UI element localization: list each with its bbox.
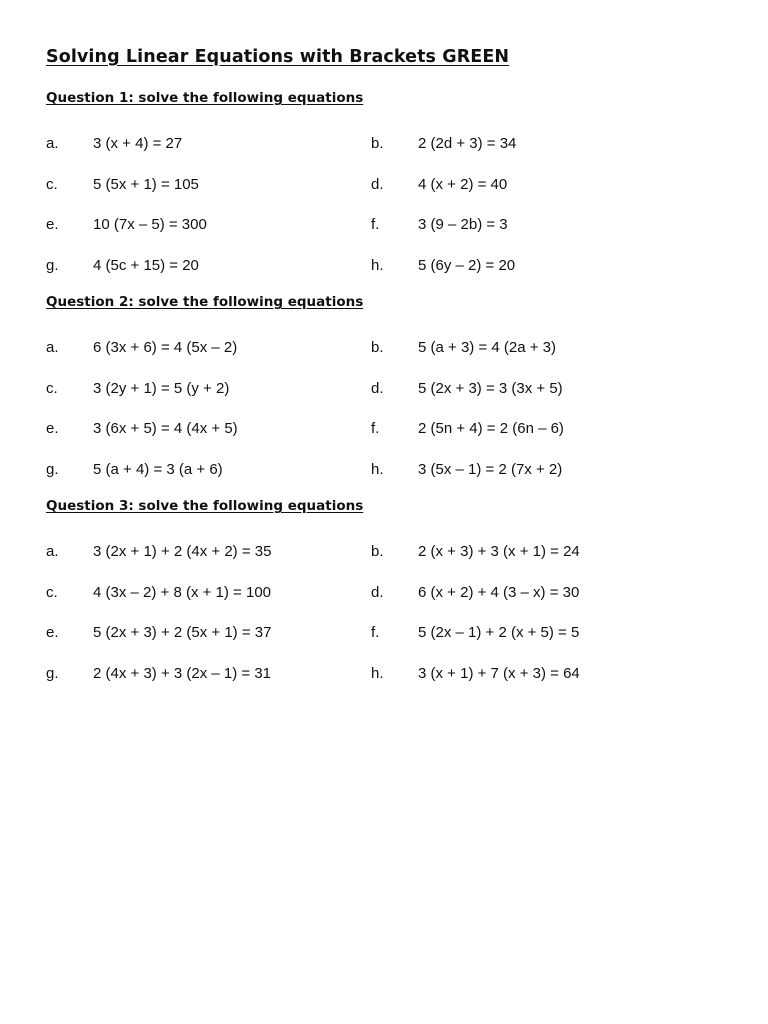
question-2-equations [46, 328, 718, 491]
q2-e-equation: 3 (6x + 5) = 4 (4x + 5) [93, 420, 238, 438]
q2-f-equation: 2 (5n + 4) = 2 (6n – 6) [418, 420, 564, 438]
question-2-section [46, 292, 718, 491]
q1-c-equation: 5 (5x + 1) = 105 [93, 175, 199, 193]
q2-a-letter: a. [46, 339, 59, 356]
question-1-equations [46, 124, 718, 287]
q1-h-equation: 5 (6y – 2) = 20 [418, 257, 516, 275]
q2-c-equation: 3 (2y + 1) = 5 (y + 2) [93, 379, 230, 397]
q1-b-letter: b. [371, 135, 384, 152]
question-3-section [46, 496, 718, 695]
question-1-section [46, 88, 718, 287]
q3-d-letter: d. [371, 583, 384, 601]
q1-d-equation: 4 (x + 2) = 40 [418, 175, 508, 193]
q2-g-equation: 5 (a + 4) = 3 (a + 6) [93, 461, 223, 479]
q3-g-equation: 2 (4x + 3) + 3 (2x – 1) = 31 [93, 665, 272, 683]
worksheet-title: Solving Linear Equations with Brackets GREEN [46, 47, 510, 67]
q2-d-letter: d. [371, 379, 384, 397]
q2-d-equation: 5 (2x + 3) = 3 (3x + 5) [418, 379, 563, 397]
q1-b-equation: 2 (2d + 3) = 34 [418, 135, 517, 152]
q2-b-equation: 5 (a + 3) = 4 (2a + 3) [418, 339, 556, 356]
q3-b-equation: 2 (x + 3) + 3 (x + 1) = 24 [418, 543, 580, 560]
q1-a-letter: a. [46, 135, 59, 152]
q3-b-letter: b. [371, 543, 384, 560]
q2-e-letter: e. [46, 420, 59, 438]
q1-e-equation: 10 (7x – 5) = 300 [93, 216, 207, 234]
q1-f-letter: f. [371, 216, 380, 234]
q3-a-letter: a. [46, 543, 59, 560]
q1-c-letter: c. [46, 175, 58, 193]
q3-g-letter: g. [46, 665, 59, 683]
q1-g-letter: g. [46, 257, 59, 275]
q1-e-letter: e. [46, 216, 59, 234]
q1-f-equation: 3 (9 – 2b) = 3 [418, 216, 508, 234]
question-3-heading: Question 3: solve the following equations [46, 498, 364, 514]
question-1-heading: Question 1: solve the following equations [46, 90, 364, 106]
q1-g-equation: 4 (5c + 15) = 20 [93, 257, 199, 275]
q3-a-equation: 3 (2x + 1) + 2 (4x + 2) = 35 [93, 543, 272, 560]
q3-e-letter: e. [46, 624, 59, 642]
q2-b-letter: b. [371, 339, 384, 356]
q2-g-letter: g. [46, 461, 59, 479]
q3-h-equation: 3 (x + 1) + 7 (x + 3) = 64 [418, 665, 580, 683]
q2-h-letter: h. [371, 461, 384, 479]
q3-e-equation: 5 (2x + 3) + 2 (5x + 1) = 37 [93, 624, 272, 642]
q1-a-equation: 3 (x + 4) = 27 [93, 135, 183, 152]
q1-d-letter: d. [371, 175, 384, 193]
q1-h-letter: h. [371, 257, 384, 275]
q2-c-letter: c. [46, 379, 58, 397]
q2-h-equation: 3 (5x – 1) = 2 (7x + 2) [418, 461, 563, 479]
question-3-equations [46, 532, 718, 695]
q2-f-letter: f. [371, 420, 380, 438]
q3-f-equation: 5 (2x – 1) + 2 (x + 5) = 5 [418, 624, 580, 642]
worksheet-page [46, 44, 726, 683]
q2-a-equation: 6 (3x + 6) = 4 (5x – 2) [93, 339, 238, 356]
q3-f-letter: f. [371, 624, 380, 642]
q3-c-letter: c. [46, 583, 58, 601]
question-2-heading: Question 2: solve the following equations [46, 294, 364, 310]
q3-h-letter: h. [371, 665, 384, 683]
q3-d-equation: 6 (x + 2) + 4 (3 – x) = 30 [418, 583, 580, 601]
q3-c-equation: 4 (3x – 2) + 8 (x + 1) = 100 [93, 583, 272, 601]
